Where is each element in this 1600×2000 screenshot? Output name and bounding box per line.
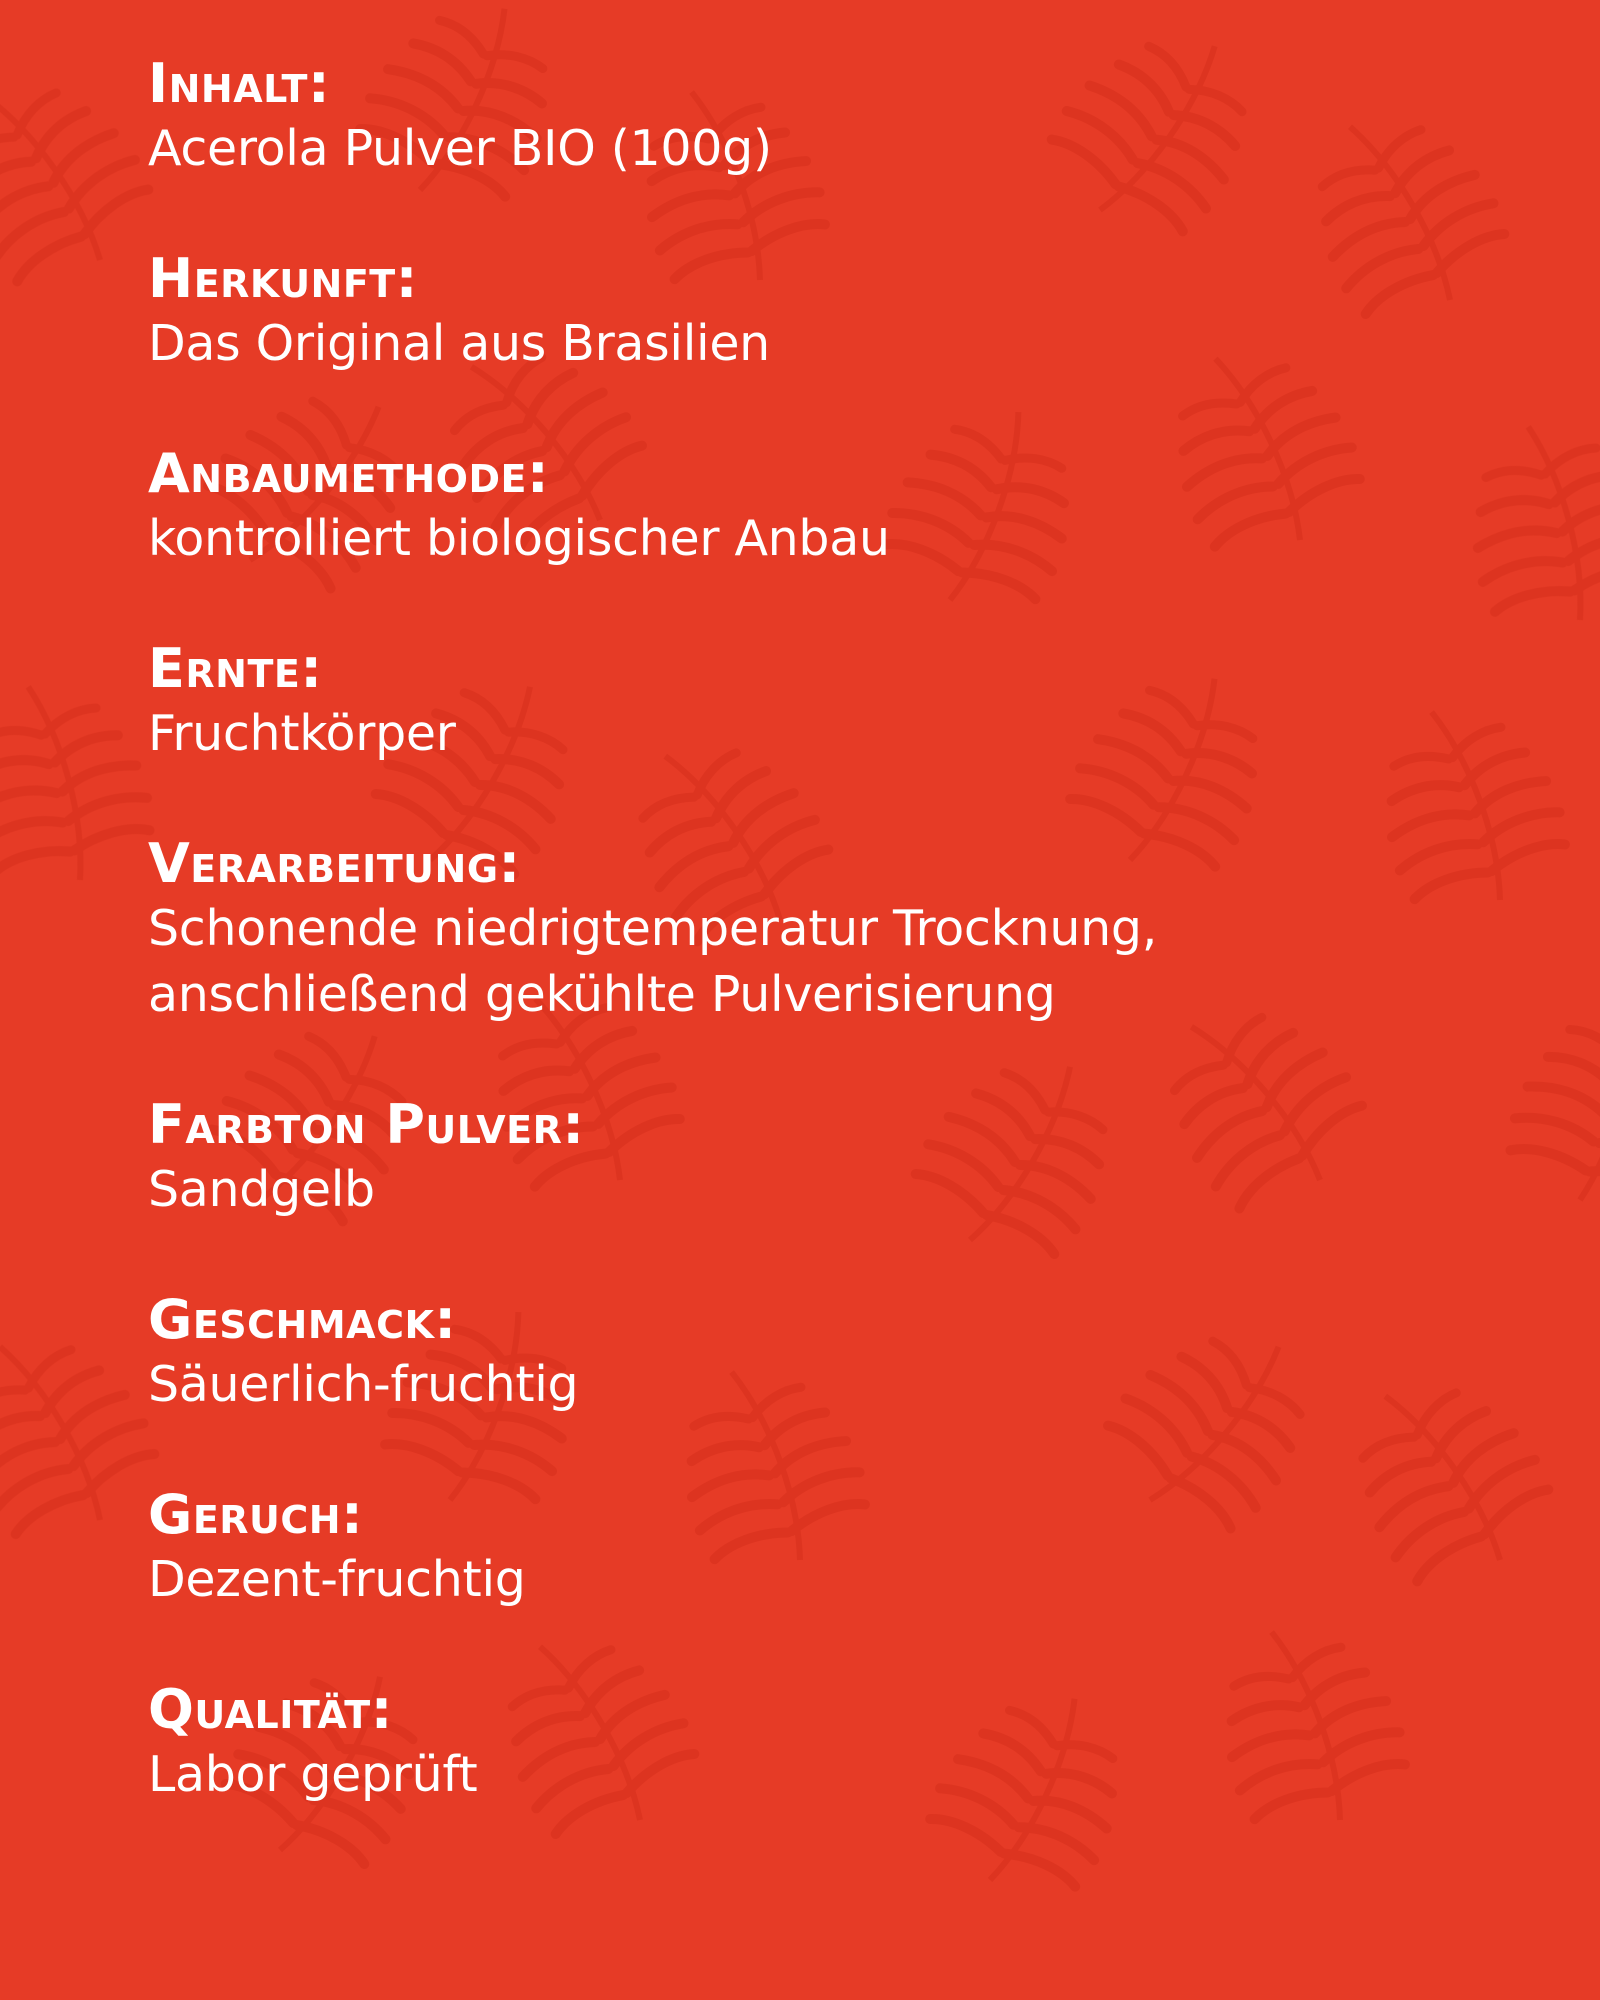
entry-anbaumethode (148, 442, 1448, 572)
entry-value (148, 896, 1448, 1028)
entry-value-line: Acerola Pulver BIO (100g) (148, 120, 772, 177)
entry-value (148, 116, 1448, 182)
entry-value-line: Sandgelb (148, 1161, 375, 1218)
entry-value (148, 506, 1448, 572)
entry-value-line: Schonende niedrigtemperatur Trocknung, (148, 900, 1157, 957)
entry-value (148, 1352, 1448, 1418)
entry-geruch (148, 1483, 1448, 1613)
entry-value (148, 701, 1448, 767)
entry-value-line: Säuerlich-fruchtig (148, 1356, 579, 1413)
entry-value-line: Das Original aus Brasilien (148, 315, 770, 372)
entry-value-line: anschließend gekühlte Pulverisierung (148, 966, 1056, 1023)
entry-value-line: kontrolliert biologischer Anbau (148, 510, 890, 567)
entry-geschmack (148, 1288, 1448, 1418)
entry-verarbeitung (148, 832, 1448, 1028)
entry-label: Herkunft: (148, 247, 418, 310)
entry-label: Geschmack: (148, 1288, 457, 1351)
entry-value-line: Fruchtkörper (148, 705, 456, 762)
entry-value (148, 1157, 1448, 1223)
entry-value-line: Dezent-fruchtig (148, 1551, 526, 1608)
entry-ernte (148, 637, 1448, 767)
entry-label: Inhalt: (148, 52, 331, 115)
entry-value (148, 1742, 1448, 1808)
entry-label: Verarbeitung: (148, 832, 521, 895)
entry-label: Ernte: (148, 637, 323, 700)
entry-value (148, 1547, 1448, 1613)
entry-value-line: Labor geprüft (148, 1746, 478, 1803)
entry-label: Geruch: (148, 1483, 364, 1546)
entry-qualitaet (148, 1678, 1448, 1808)
entry-herkunft (148, 247, 1448, 377)
entry-label: Anbaumethode: (148, 442, 550, 505)
product-details (148, 52, 1448, 1873)
entry-inhalt (148, 52, 1448, 182)
entry-farbton-pulver (148, 1093, 1448, 1223)
entry-value (148, 311, 1448, 377)
entry-label: Farbton Pulver: (148, 1093, 585, 1156)
entry-label: Qualität: (148, 1678, 393, 1741)
